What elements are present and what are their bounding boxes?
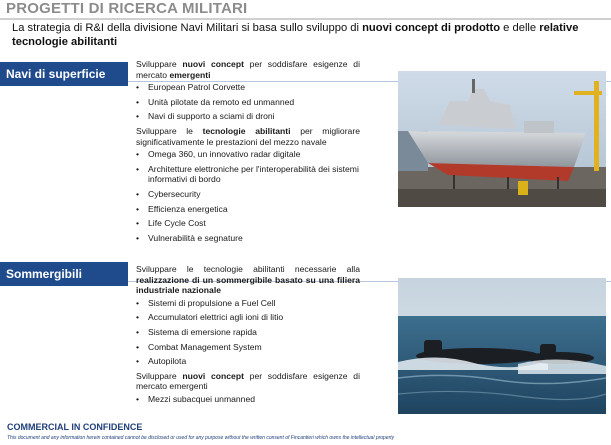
title-divider (0, 18, 611, 20)
submarine-image (398, 278, 606, 414)
bullet-list (136, 298, 360, 367)
bullet-list (136, 149, 360, 243)
list-item: • Sistemi di propulsione a Fuel Cell (136, 298, 360, 309)
list-item: • Omega 360, un innovativo radar digitale (136, 149, 360, 160)
text-run: Sviluppare (136, 59, 183, 69)
text-run: Sviluppare le (136, 126, 203, 137)
list-item: • Mezzi subacquei unmanned (136, 394, 360, 405)
bold-text: tecnologie abilitanti (202, 126, 291, 137)
text-run: Sviluppare le tecnologie abilitanti necessarie alla (136, 264, 360, 274)
section-tab-surface: Navi di superficie (0, 62, 128, 86)
section-paragraph (136, 59, 360, 80)
text-run: La strategia di R&I della divisione Navi Militari si basa sullo sviluppo di (12, 22, 363, 34)
list-item: • Unità pilotate da remoto ed unmanned (136, 97, 360, 108)
list-item: • Autopilota (136, 356, 360, 367)
bold-text: nuovi concept (182, 370, 244, 381)
frigate-photo (398, 71, 606, 207)
bold-text: relative tecnologie abilitanti (12, 22, 579, 48)
bold-text: nuovi concept (182, 59, 244, 69)
list-item: • Life Cycle Cost (136, 218, 360, 229)
text-run: per soddisfare esigenze di mercato (136, 59, 360, 80)
submarine-photo (398, 278, 606, 414)
text-run: e delle (500, 22, 540, 34)
intro-text (12, 22, 604, 49)
confidentiality-label: COMMERCIAL IN CONFIDENCE (7, 422, 143, 432)
list-item: • Architetture elettroniche per l'interoperabilità dei sistemi informativi di bordo (136, 164, 360, 185)
list-item: • Cybersecurity (136, 189, 360, 200)
text-run: Sviluppare (136, 370, 183, 381)
section-content-submarine (136, 264, 360, 409)
bullet-list (136, 82, 360, 122)
text-run: per migliorare significativamente le prestazioni del mezzo navale (136, 126, 360, 147)
page-title: PROGETTI DI RICERCA MILITARI (6, 0, 248, 17)
frigate-image (398, 71, 606, 207)
list-item: • Vulnerabilità e segnature (136, 233, 360, 244)
section-paragraph (136, 264, 360, 296)
bullet-list (136, 394, 360, 405)
list-item: • Sistema di emersione rapida (136, 327, 360, 338)
legal-note: This document and any information herein contained cannot be disclosed or used for any purpose without the written consent of Fincantieri which owns the intellectual property (7, 435, 395, 441)
bold-text: emergenti (169, 69, 211, 80)
section-content-surface (136, 59, 360, 248)
list-item: • Efficienza energetica (136, 204, 360, 215)
section-paragraph (136, 126, 360, 147)
list-item: • Navi di supporto a sciami di droni (136, 111, 360, 122)
section-paragraph (136, 371, 360, 392)
section-tab-submarine: Sommergibili (0, 262, 128, 286)
bold-text: realizzazione di un sommergibile basato su una filiera industriale nazionale (136, 274, 360, 295)
list-item: • Accumulatori elettrici agli ioni di litio (136, 312, 360, 323)
list-item: • Combat Management System (136, 342, 360, 353)
bold-text: nuovi concept di prodotto (362, 22, 501, 34)
text-run: per soddisfare esigenze di mercato emergenti (136, 370, 360, 392)
list-item: • European Patrol Corvette (136, 82, 360, 93)
